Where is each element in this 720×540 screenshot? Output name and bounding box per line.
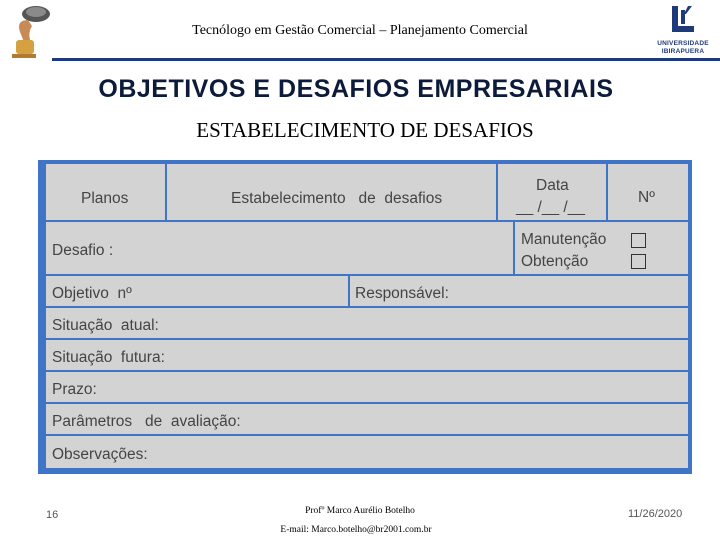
desafio-label: Desafio : bbox=[52, 242, 114, 259]
situacao-atual-label: Situação atual: bbox=[52, 317, 159, 334]
cell-parametros bbox=[46, 404, 688, 434]
manutencao-checkbox[interactable] bbox=[631, 233, 646, 248]
footer-author: Profº Marco Aurélio Botelho bbox=[305, 506, 415, 516]
cell-objetivo bbox=[46, 276, 348, 306]
challenge-form bbox=[38, 160, 692, 474]
data-label: Data bbox=[536, 177, 569, 194]
numero-label: Nº bbox=[638, 189, 655, 206]
header-title: Tecnólogo em Gestão Comercial – Planejamento Comercial bbox=[192, 23, 528, 38]
cell-numero bbox=[608, 164, 688, 220]
cell-responsavel bbox=[350, 276, 688, 306]
parametros-label: Parâmetros de avaliação: bbox=[52, 413, 241, 430]
header-rule bbox=[52, 58, 720, 61]
situacao-futura-label: Situação futura: bbox=[52, 349, 165, 366]
responsavel-label: Responsável: bbox=[355, 285, 449, 302]
slide-subtitle: ESTABELECIMENTO DE DESAFIOS bbox=[196, 118, 534, 142]
manutencao-label: Manutenção bbox=[521, 231, 607, 248]
estabelecimento-label: Estabelecimento de desafios bbox=[231, 190, 443, 207]
cell-observacoes bbox=[46, 436, 688, 468]
cell-situacao-futura bbox=[46, 340, 688, 370]
objetivo-label: Objetivo nº bbox=[52, 285, 132, 302]
cell-estabelecimento bbox=[167, 164, 496, 220]
cell-desafio bbox=[46, 222, 513, 274]
prazo-label: Prazo: bbox=[52, 381, 97, 398]
cell-tipo bbox=[515, 222, 688, 274]
slide-title: OBJETIVOS E DESAFIOS EMPRESARIAIS bbox=[98, 75, 614, 103]
footer-date: 11/26/2020 bbox=[628, 508, 683, 520]
cell-planos bbox=[46, 164, 165, 220]
cell-data bbox=[498, 164, 606, 220]
logo-text-line2: IBIRAPUERA bbox=[661, 48, 705, 55]
footer-email: E-mail: Marco.botelho@br2001.com.br bbox=[280, 525, 432, 535]
cell-prazo bbox=[46, 372, 688, 402]
logo-text-line1: UNIVERSIDADE bbox=[657, 40, 709, 47]
university-logo bbox=[648, 2, 718, 58]
page-number: 16 bbox=[46, 509, 59, 521]
obtencao-checkbox[interactable] bbox=[631, 254, 646, 269]
planos-label: Planos bbox=[81, 190, 129, 207]
data-blank: __ /__ /__ bbox=[516, 199, 585, 216]
cell-situacao-atual bbox=[46, 308, 688, 338]
obtencao-label: Obtenção bbox=[521, 253, 589, 270]
observacoes-label: Observações: bbox=[52, 446, 148, 463]
